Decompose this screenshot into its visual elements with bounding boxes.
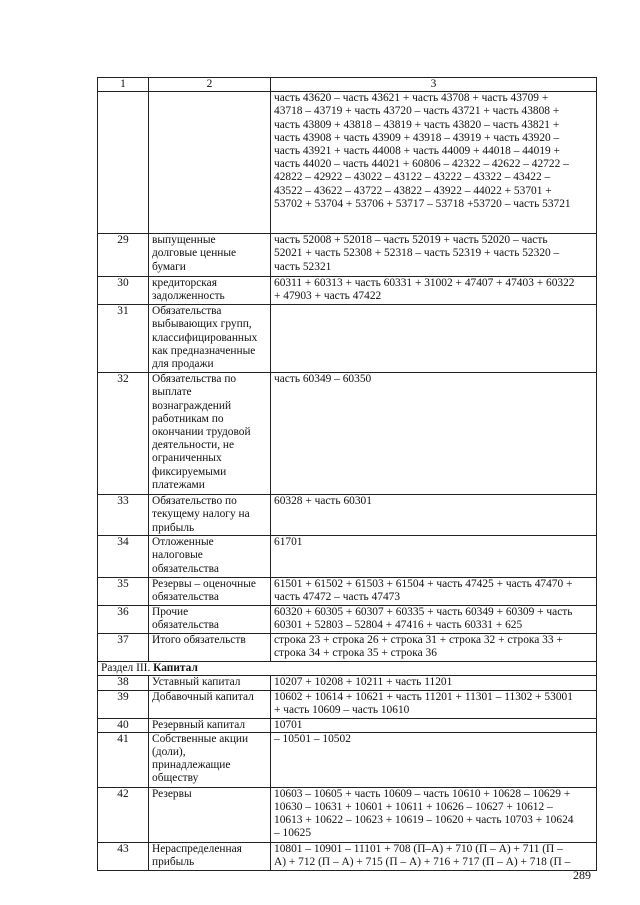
row-number: 36 bbox=[98, 606, 149, 634]
section-title: Капитал bbox=[153, 662, 198, 675]
table-row bbox=[98, 787, 597, 842]
row-number: 41 bbox=[98, 732, 149, 787]
table-row bbox=[98, 277, 597, 305]
table-row bbox=[98, 842, 597, 870]
page-number: 289 bbox=[573, 868, 591, 882]
row-name: Нераспределенная прибыль bbox=[149, 842, 271, 870]
row-name: кредиторская задолженность bbox=[149, 277, 271, 305]
row-formula: часть 60349 – 60350 bbox=[271, 373, 597, 495]
row-number: 29 bbox=[98, 234, 149, 277]
table-row bbox=[98, 234, 597, 277]
accounts-table bbox=[97, 77, 597, 871]
table-row bbox=[98, 495, 597, 536]
row-number: 40 bbox=[98, 718, 149, 732]
section-heading bbox=[98, 662, 597, 676]
row-name: Обязательства выбывающих групп, классифицированных как предназначенные для продажи bbox=[149, 305, 271, 373]
row-number: 32 bbox=[98, 373, 149, 495]
table-row bbox=[98, 606, 597, 634]
table-row bbox=[98, 536, 597, 578]
row-name: Собственные акции (доли), принадлежащие обществу bbox=[149, 732, 271, 787]
row-number: 43 bbox=[98, 842, 149, 870]
row-formula: 61701 bbox=[271, 536, 597, 578]
row-name: Резервы bbox=[149, 787, 271, 842]
row-number: 35 bbox=[98, 578, 149, 606]
row-name: Резервный капитал bbox=[149, 718, 271, 732]
row-formula: 60311 + 60313 + часть 60331 + 31002 + 47407 + 47403 + 60322 + 47903 + часть 47422 bbox=[271, 277, 597, 305]
row-formula: часть 43620 – часть 43621 + часть 43708 + часть 43709 + 43718 – 43719 + часть 43720 – часть 43721 + часть 43808 + часть 43809 + 43818 – 43819 + часть 43820 – часть 43821 + часть 43908 + часть 43909 + 43918 – 43919 + часть 43920 – часть 43921 + часть 44008 + часть 44009 + 44018 – 44019 + часть 44020 – часть 44021 + 60806 – 42322 – 42622 – 42722 – 42822 – 42922 – 43022 – 43122 – 43222 – 43322 – 43422 – 43522 – 43622 – 43722 – 43822 – 43922 – 44022 + 53701 + 53702 + 53704 + 53706 + 53717 – 53718 +53720 – часть 53721 bbox=[271, 92, 597, 234]
row-formula: 10207 + 10208 + 10211 + часть 11201 bbox=[271, 676, 597, 690]
row-number: 31 bbox=[98, 305, 149, 373]
row-number: 39 bbox=[98, 690, 149, 718]
row-formula: часть 52008 + 52018 – часть 52019 + часть 52020 – часть 52021 + часть 52308 + 52318 – часть 52319 + часть 52320 – часть 52321 bbox=[271, 234, 597, 277]
table-header-row bbox=[98, 78, 597, 92]
table-row bbox=[98, 578, 597, 606]
row-formula: 10701 bbox=[271, 718, 597, 732]
header-col-3: 3 bbox=[271, 78, 597, 92]
table-row bbox=[98, 92, 597, 234]
row-number: 37 bbox=[98, 634, 149, 662]
row-name: Прочие обязательства bbox=[149, 606, 271, 634]
row-name: Обязательство по текущему налогу на прибыль bbox=[149, 495, 271, 536]
row-number: 33 bbox=[98, 495, 149, 536]
table-row bbox=[98, 373, 597, 495]
row-name: выпущенные долговые ценные бумаги bbox=[149, 234, 271, 277]
row-name: Уставный капитал bbox=[149, 676, 271, 690]
row-formula: строка 23 + строка 26 + строка 31 + строка 32 + строка 33 + строка 34 + строка 35 + строка 36 bbox=[271, 634, 597, 662]
section-row bbox=[98, 662, 597, 676]
row-name: Добавочный капитал bbox=[149, 690, 271, 718]
row-name: Резервы – оценочные обязательства bbox=[149, 578, 271, 606]
table-row bbox=[98, 305, 597, 373]
table-row bbox=[98, 718, 597, 732]
row-formula: – 10501 – 10502 bbox=[271, 732, 597, 787]
row-number: 38 bbox=[98, 676, 149, 690]
section-prefix: Раздел III. bbox=[101, 662, 154, 675]
row-number: 34 bbox=[98, 536, 149, 578]
row-formula: 60320 + 60305 + 60307 + 60335 + часть 60349 + 60309 + часть 60301 + 52803 – 52804 + 47416 + часть 60331 + 625 bbox=[271, 606, 597, 634]
row-number bbox=[98, 92, 149, 234]
row-number: 30 bbox=[98, 277, 149, 305]
table-row bbox=[98, 690, 597, 718]
row-formula: 10801 – 10901 – 11101 + 708 (П–А) + 710 (П – А) + 711 (П – А) + 712 (П – А) + 715 (П – А) + 716 + 717 (П – А) + 718 (П – bbox=[271, 842, 597, 870]
row-formula: 61501 + 61502 + 61503 + 61504 + часть 47425 + часть 47470 + часть 47472 – часть 47473 bbox=[271, 578, 597, 606]
table-row bbox=[98, 676, 597, 690]
row-formula bbox=[271, 305, 597, 373]
row-formula: 10602 + 10614 + 10621 + часть 11201 + 11301 – 11302 + 53001 + часть 10609 – часть 10610 bbox=[271, 690, 597, 718]
header-col-1: 1 bbox=[98, 78, 149, 92]
row-name: Обязательства по выплате вознаграждений работникам по окончании трудовой деятельности, не ограниченных фиксируемыми платежами bbox=[149, 373, 271, 495]
row-name bbox=[149, 92, 271, 234]
row-formula: 10603 – 10605 + часть 10609 – часть 10610 + 10628 – 10629 + 10630 – 10631 + 10601 + 10611 + 10626 – 10627 + 10612 – 10613 + 10622 – 10623 + 10619 – 10620 + часть 10703 + 10624 – 10625 bbox=[271, 787, 597, 842]
row-name: Итого обязательств bbox=[149, 634, 271, 662]
table-row bbox=[98, 732, 597, 787]
header-col-2: 2 bbox=[149, 78, 271, 92]
row-name: Отложенные налоговые обязательства bbox=[149, 536, 271, 578]
row-number: 42 bbox=[98, 787, 149, 842]
row-formula: 60328 + часть 60301 bbox=[271, 495, 597, 536]
table-row bbox=[98, 634, 597, 662]
